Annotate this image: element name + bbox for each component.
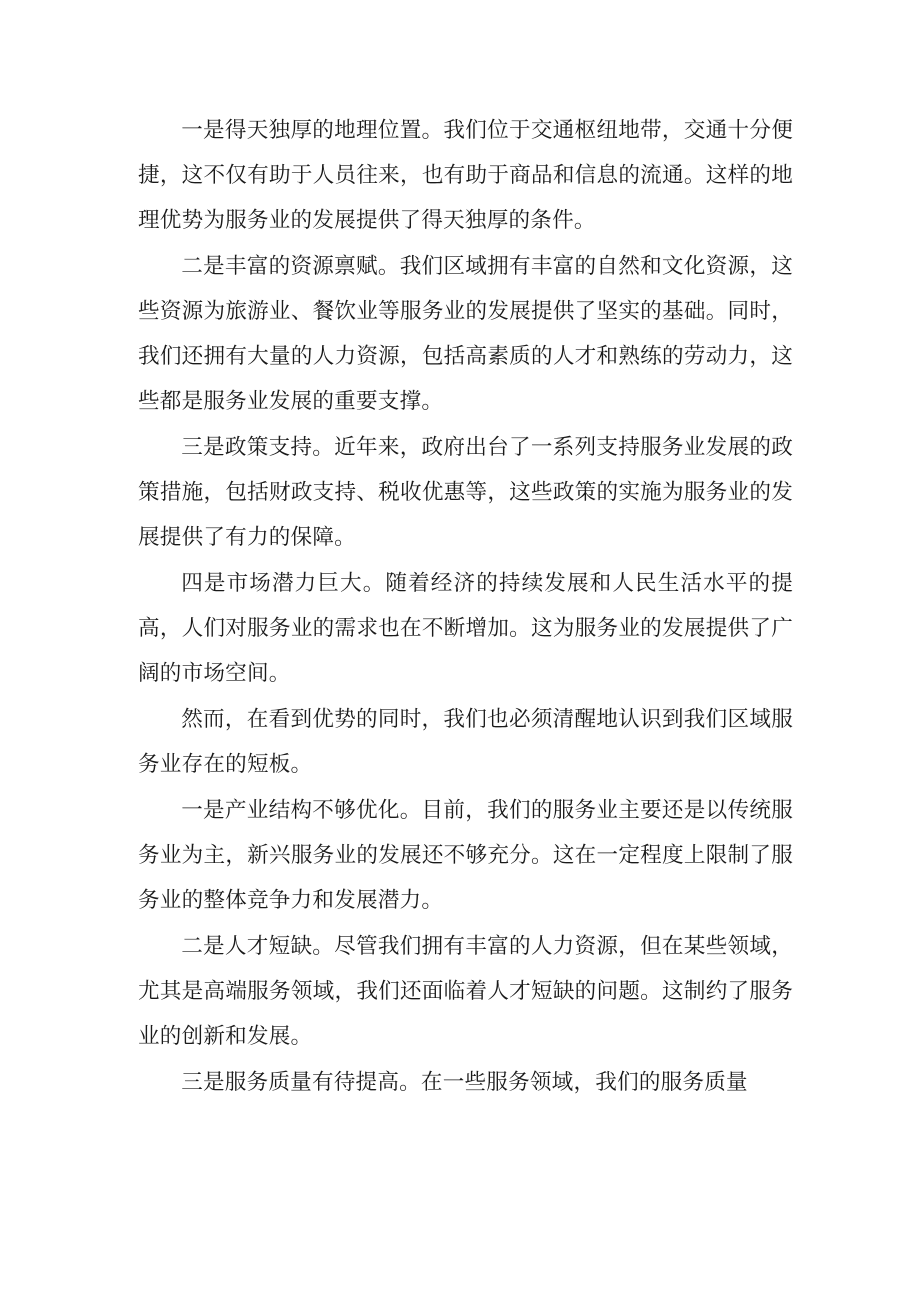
paragraph-market-potential: 四是市场潜力巨大。随着经济的持续发展和人民生活水平的提高，人们对服务业的需求也在不断增加。这为服务业的发展提供了广阔的市场空间。 — [138, 571, 793, 686]
document-body — [138, 108, 793, 1106]
paragraph-location-advantage: 一是得天独厚的地理位置。我们位于交通枢纽地带，交通十分便捷，这不仅有助于人员往来，也有助于商品和信息的流通。这样的地理优势为服务业的发展提供了得天独厚的条件。 — [138, 118, 793, 233]
paragraph-policy-support: 三是政策支持。近年来，政府出台了一系列支持服务业发展的政策措施，包括财政支持、税收优惠等，这些政策的实施为服务业的发展提供了有力的保障。 — [138, 435, 793, 550]
paragraph-shortcomings-intro: 然而，在看到优势的同时，我们也必须清醒地认识到我们区域服务业存在的短板。 — [138, 707, 793, 777]
paragraph-service-quality: 三是服务质量有待提高。在一些服务领域，我们的服务质量 — [181, 1070, 748, 1095]
paragraph-resource-endowment: 二是丰富的资源禀赋。我们区域拥有丰富的自然和文化资源，这些资源为旅游业、餐饮业等服务业的发展提供了坚实的基础。同时，我们还拥有大量的人力资源，包括高素质的人才和熟练的劳动力，这些都是服务业发展的重要支撑。 — [138, 254, 793, 414]
paragraph-industry-structure: 一是产业结构不够优化。目前，我们的服务业主要还是以传统服务业为主，新兴服务业的发展还不够充分。这在一定程度上限制了服务业的整体竞争力和发展潜力。 — [138, 798, 793, 913]
paragraph-talent-shortage: 二是人才短缺。尽管我们拥有丰富的人力资源，但在某些领域，尤其是高端服务领域，我们还面临着人才短缺的问题。这制约了服务业的创新和发展。 — [138, 934, 793, 1049]
